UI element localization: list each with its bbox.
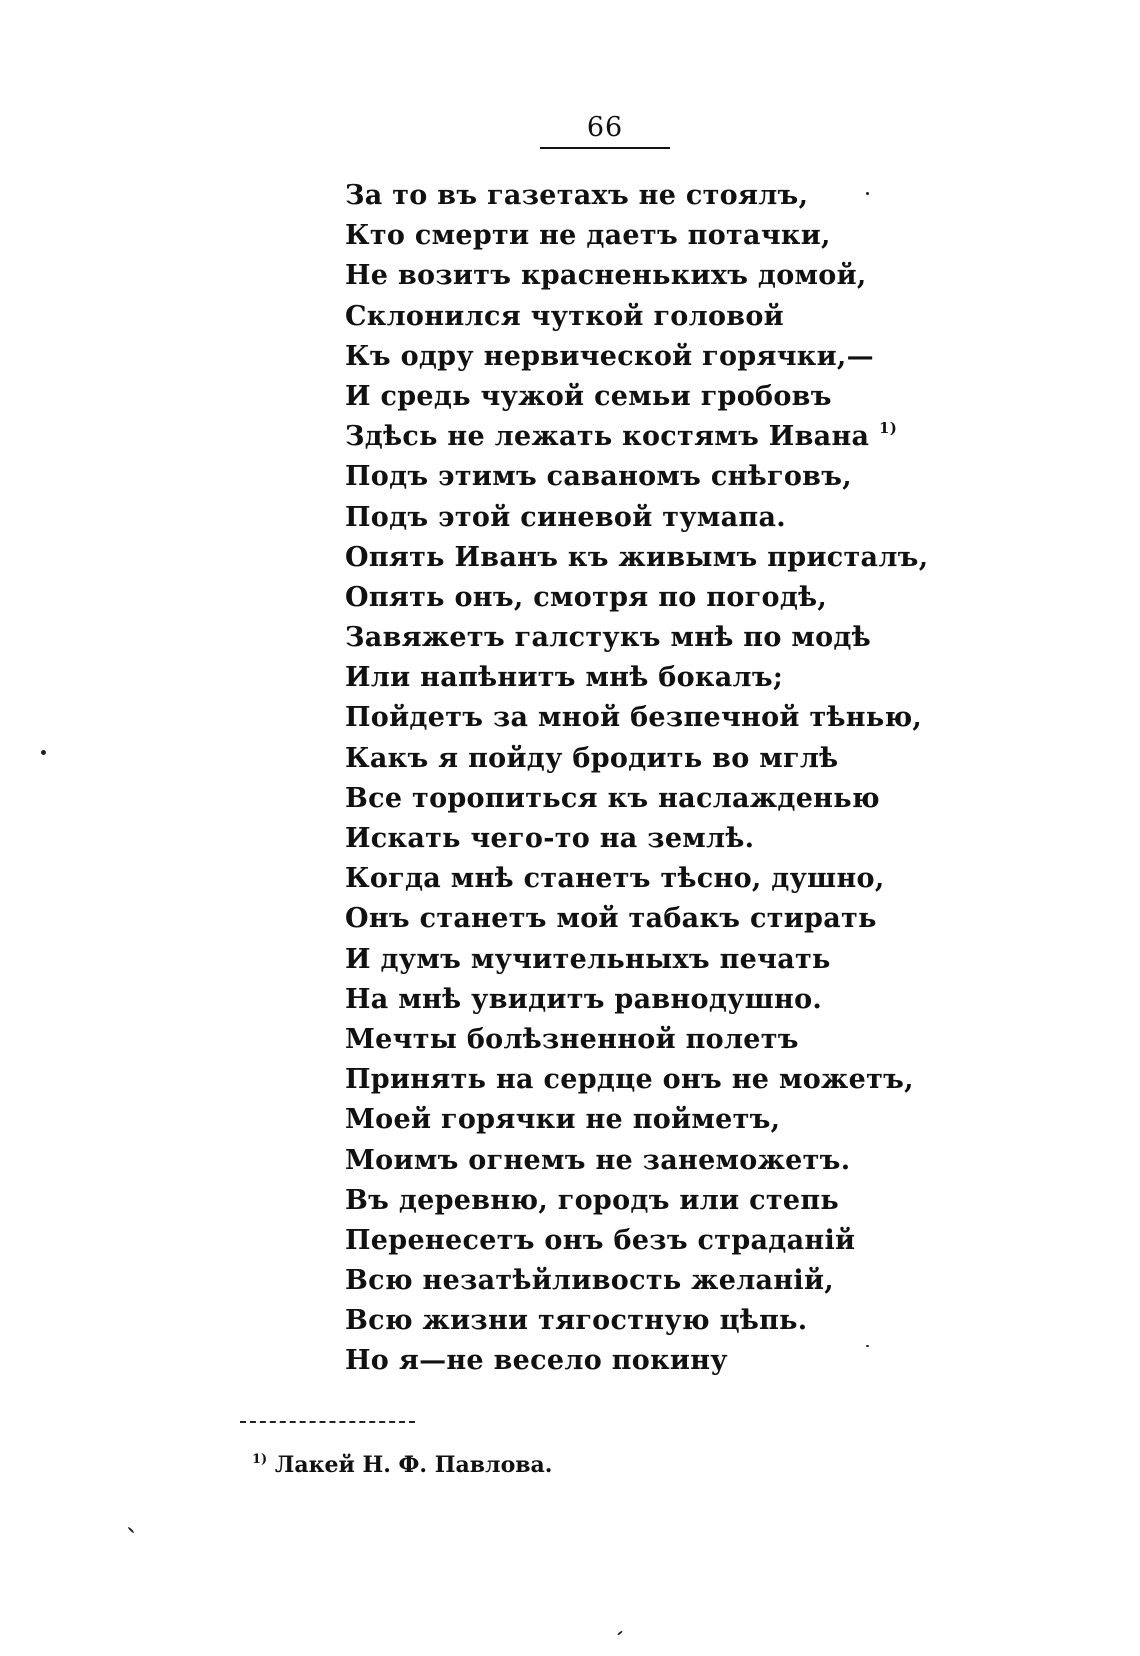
scan-speck: [866, 1345, 869, 1347]
verse-line: Пойдетъ за мной безпечной тѣнью,: [345, 702, 923, 734]
verse-line: И думъ мучительныхъ печать: [345, 943, 831, 975]
verse-line: Онъ станетъ мой табакъ стирать: [345, 903, 877, 935]
verse-line: Перенесетъ онъ безъ страданій: [345, 1224, 856, 1256]
footnote-marker: 1): [252, 1452, 268, 1467]
verse-line: Какъ я пойду бродить во мглѣ: [345, 742, 839, 774]
verse-line: Мечты болѣзненной полетъ: [345, 1023, 799, 1055]
verse-line: Опять Иванъ къ живымъ присталъ,: [345, 541, 929, 573]
verse-line: Кто смерти не даетъ потачки,: [345, 220, 831, 252]
verse-line: Всю незатѣйливость желаній,: [345, 1265, 834, 1297]
verse-line: Въ деревню, городъ или степь: [345, 1184, 840, 1216]
verse-line: Когда мнѣ станетъ тѣсно, душно,: [345, 863, 885, 895]
verse-line: Подъ этимъ саваномъ снѣговъ,: [345, 461, 852, 493]
verse-line: Подъ этой синевой тумапа.: [345, 501, 786, 533]
verse-line: Не возитъ красненькихъ домой,: [345, 260, 867, 292]
verse-line: Все торопиться къ наслажденью: [345, 782, 880, 814]
footnote-reference: 1): [879, 419, 898, 438]
scan-speck: [617, 1630, 623, 1635]
verse-line: Завяжетъ галстукъ мнѣ по модѣ: [345, 622, 872, 654]
poem-text: [345, 176, 929, 1382]
verse-line: Но я—не весело покину: [345, 1345, 728, 1377]
footnote: [252, 1452, 552, 1478]
verse-line: Склонился чуткой головой: [345, 300, 784, 332]
footnote-rule: [240, 1421, 415, 1423]
verse-line: Всю жизни тягостную цѣпь.: [345, 1305, 808, 1337]
verse-line: Моимъ огнемъ не занеможетъ.: [345, 1144, 851, 1176]
verse-line: Принять на сердце онъ не можетъ,: [345, 1064, 914, 1096]
verse-line: И средь чужой семьи гробовъ: [345, 380, 832, 412]
verse-line-with-footnote: [345, 417, 898, 457]
footnote-text: Лакей Н. Ф. Павлова.: [274, 1452, 553, 1478]
verse-line-text: Здѣсь не лежать костямъ Ивана: [345, 421, 870, 453]
verse-line: Искать чего-то на землѣ.: [345, 823, 755, 854]
verse-line: Къ одру нервической горячки,—: [345, 340, 874, 372]
header-rule: [540, 147, 670, 149]
verse-line: За то въ газетахъ не стоялъ,: [345, 180, 809, 211]
scan-speck: [866, 192, 869, 195]
scan-speck: [127, 1526, 134, 1533]
verse-line: На мнѣ увидитъ равнодушно.: [345, 983, 823, 1015]
page-number: 66: [586, 112, 624, 143]
verse-line: Опять онъ, смотря по погодѣ,: [345, 581, 828, 613]
scan-speck: [41, 750, 46, 755]
verse-line: Моей горячки не пойметъ,: [345, 1104, 781, 1136]
verse-line: Или напѣнитъ мнѣ бокалъ;: [345, 662, 784, 694]
